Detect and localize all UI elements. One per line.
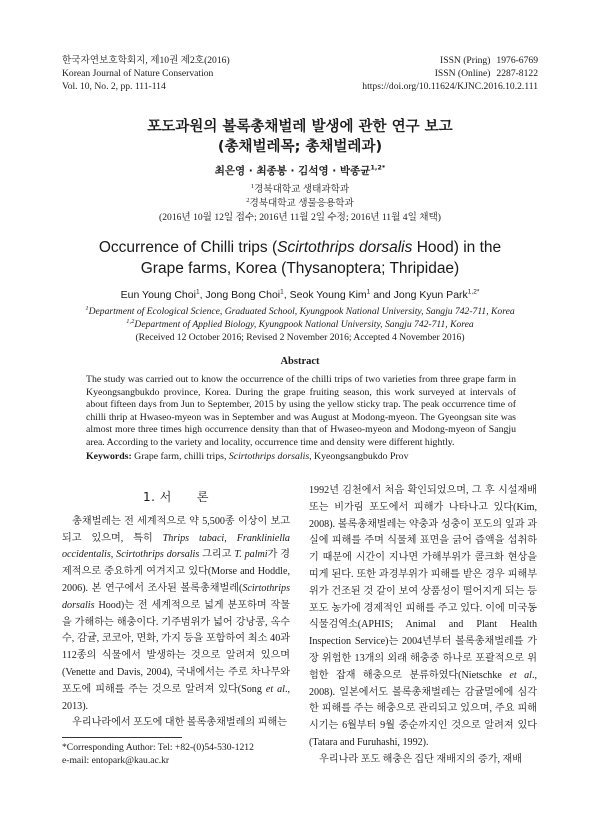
- issn-online-value: 2287-8122: [496, 68, 538, 79]
- english-title-species: Scirtothrips dorsalis: [277, 239, 413, 256]
- english-title-line2: Grape farms, Korea (Thysanoptera; Thripidae): [140, 260, 460, 277]
- author-3-sup: 1: [366, 288, 371, 296]
- corresponding-author-footnote: [62, 741, 254, 767]
- author-4: and Jong Kyun Park: [370, 289, 468, 301]
- english-affiliation-1: [40, 306, 560, 317]
- korean-affiliation-1: [40, 181, 560, 195]
- english-title-pre: Occurrence of Chilli trips (: [98, 239, 278, 256]
- p1-text-b: 그리고: [199, 549, 235, 561]
- korean-aff2-sup: 2: [246, 196, 250, 204]
- english-dates: (Received 12 October 2016; Revised 2 November 2016; Accepted 4 November 2016): [135, 332, 465, 343]
- korean-aff1-text: 경북대학교 생태과학과: [254, 184, 350, 195]
- journal-name-korean: 한국자연보호학회지, 제10권 제2호(2016): [62, 55, 230, 66]
- abstract-heading: Abstract: [280, 356, 320, 367]
- footnote-divider: [62, 737, 182, 738]
- intro-paragraph-2-cont: [309, 483, 537, 752]
- author-2: , Jong Bong Choi: [199, 289, 281, 301]
- body-column-left: [62, 483, 290, 732]
- korean-aff2-text: 경북대학교 생물응용학과: [249, 198, 354, 209]
- author-1-sup: 1: [195, 288, 200, 296]
- korean-author-sup: 1,2*: [370, 163, 386, 172]
- intro-paragraph-3: 우리나라 포도 해충은 집단 재배지의 증가, 재배: [319, 753, 523, 765]
- keywords-post: , Kyeongsangbukdo Prov: [309, 451, 409, 462]
- english-aff2-sup: 1,2: [126, 317, 135, 325]
- keywords: [86, 451, 516, 464]
- korean-title: [40, 117, 560, 157]
- r1-text: 1992년 김천에서 처음 확인되었으며, 그 후 시설재배 또는 비가림 포도에서 피해가 나타나고 있다(Kim, 2008). 볼록총채벌레는 약충과 성충이 포도의 잎과 과실에 피해를 주며 식물체 표면을 긁어 즙액을 섭취하기 때문에 시간이 지나면 가해부위가 콜크화 현상을 띠게 된다. 또한 과경부위가 피해를 받은 경우 피해부위가 건조된 것 같이 보여 상품성이 떨어지게 되는 등 포도 농가에 경제적인 피해를 주고 있다. 이에 미국동식물검역소(APHIS; Animal and Plant Health Inspection Service)는 2004년부터 볼록총채벌레를 가장 위험한 13개의 외래 해충중 하나로 포괄적으로 위험한 잡재 해충으로 분류하였다(Nietschke: [309, 485, 537, 681]
- english-title: [40, 237, 560, 279]
- p1-text-c: 가 경제적으로 중요하게 여겨지고 있다(Morse and Hoddle, 2006). 본 연구에서 조사된 볼록총채벌레(: [62, 549, 291, 594]
- english-title-post: Hood) in the: [412, 239, 502, 256]
- p1-species-3: Scirtothrips dorsalis: [62, 582, 290, 611]
- body-column-right: [309, 483, 537, 769]
- english-aff1-text: Department of Ecological Science, Graduated School, Kyungpook National University, Sangju 742-711, Korea: [88, 306, 515, 317]
- corresponding-author-email[interactable]: e-mail: entopark@kau.ac.kr: [62, 755, 170, 766]
- author-2-sup: 1: [280, 288, 284, 296]
- korean-dates: (2016년 10월 12일 접수; 2016년 11월 2일 수정; 2016년 11월 4일 채택): [159, 212, 441, 223]
- doi-link[interactable]: https://doi.org/10.11624/KJNC.2016.10.2.111: [362, 81, 538, 92]
- english-affiliation-2: [40, 319, 560, 330]
- korean-authors: [40, 163, 560, 178]
- korean-affiliation-2: [40, 195, 560, 209]
- journal-header-right: [362, 54, 538, 93]
- p1-text-d: Hood)는 전 세계적으로 넓게 분포하며 작물을 가해하는 해충이다. 기주범위가 넓어 강낭콩, 옥수수, 감귤, 코코아, 면화, 가지 등을 포함하여 최소 40과 112종의 식물에서 발생하는 것으로 알려져 있으며(Venette and Davis, 2004), 국내에서는 주로 차나무와 포도에 피해를 주는 것으로 알려져 있다(Song: [62, 599, 290, 695]
- r1-etal: et al: [509, 669, 532, 681]
- issn-print-label: ISSN (Pring): [440, 55, 491, 66]
- korean-author-names: 최은영 · 최종봉 · 김석영 · 박종균: [214, 165, 371, 177]
- intro-paragraph-1: [62, 514, 290, 716]
- journal-header-left: [62, 54, 230, 93]
- issn-print-value: 1976-6769: [496, 55, 538, 66]
- p1-species-1: Thrips tabaci, Frankliniella occidentalis, Scirtothrips dorsalis: [62, 532, 290, 561]
- korean-title-line2: (총채벌레목; 총채벌레과): [217, 139, 383, 155]
- p1-species-2: T. palmi: [234, 549, 268, 561]
- keywords-label: Keywords:: [86, 451, 132, 462]
- r1-text-b: ., 2008). 일본에서도 볼록총채벌레는 감귤멀에에 심각한 피해를 주는 해충으로 관리되고 있으며, 주요 피해 시기는 6월부터 9월 중순까지인 것으로 알려져 있다(Tatara and Furuhashi, 1992).: [309, 669, 537, 748]
- english-aff1-sup: 1: [85, 304, 89, 312]
- abstract-body: The study was carried out to know the occurrence of the chilli trips of two varieties from three grape farm in Kyeongsangbukdo province, Korea. During the grape fruiting season, this work surveyed at intervals of about fifteen days from Jun to September, 2015 by using the yellow sticky trap. The peak occurrence time of chilli thrip at Hwaseo-myeon was in September and was August at Modong-myeon. The Gyeongsan site was almost more three times high occurrence density than that of Hwaseo-myeon and Modong-myeon of Sangju area. According to the variety and locality, occurrence time and density were different hightly.: [86, 374, 516, 448]
- journal-volume: Vol. 10, No. 2, pp. 111-114: [62, 81, 166, 92]
- p1-etal: et al: [265, 683, 285, 695]
- keywords-species: Scirtothrips dorsalis: [228, 451, 310, 462]
- section-heading-introduction: 1. 서 론: [143, 490, 209, 504]
- author-1: Eun Young Choi: [120, 289, 196, 301]
- issn-online-label: ISSN (Online): [434, 68, 491, 79]
- author-3: , Seok Young Kim: [283, 289, 367, 301]
- english-aff2-text: Department of Applied Biology, Kyungpook National University, Sangju 742-711, Korea: [134, 319, 474, 330]
- journal-name-english: Korean Journal of Nature Conservation: [62, 68, 214, 79]
- corresponding-author-tel: *Corresponding Author: Tel: +82-(0)54-530-1212: [62, 742, 254, 753]
- issn-print-row: [362, 54, 538, 67]
- p1-text-a: 총채벌레는 전 세계적으로 약 5,500종 이상이 보고되고 있으며, 특히: [62, 515, 290, 544]
- issn-online-row: [362, 67, 538, 80]
- p1-text-e: ., 2013).: [62, 683, 290, 712]
- keywords-pre: Grape farm, chilli trips,: [131, 451, 229, 462]
- english-title-line1: [40, 237, 560, 258]
- korean-title-line1: 포도과원의 볼록총채벌레 발생에 관한 연구 보고: [147, 119, 453, 135]
- intro-paragraph-2: 우리나라에서 포도에 대한 볼록총채벌레의 피해는: [72, 717, 287, 729]
- korean-aff1-sup: 1: [250, 182, 255, 190]
- english-authors: [40, 289, 560, 301]
- author-4-sup: 1,2*: [467, 288, 480, 296]
